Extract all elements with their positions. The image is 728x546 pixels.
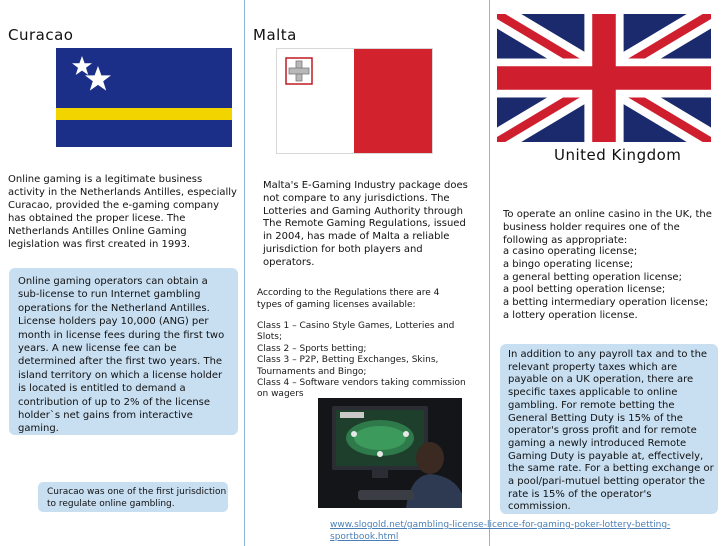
uk-license-item: a bingo operating license; [503, 258, 634, 270]
source-link[interactable]: www.slogold.net/gambling-license-licence-for-gaming-poker-lottery-betting-sportbook.html [330, 520, 671, 542]
divider-right [489, 0, 490, 546]
malta-class-item: Class 2 – Sports betting; [257, 343, 367, 354]
uk-license-item: a lottery operation license. [503, 309, 638, 321]
uk-flag [497, 14, 711, 142]
malta-class-list [257, 321, 467, 401]
uk-license-item: a betting intermediary operation license; [503, 297, 709, 309]
uk-title: United Kingdom [554, 146, 682, 164]
curacao-note: Curacao was one of the first jurisdiction to regulate online gambling. [47, 487, 227, 509]
divider-left [244, 0, 245, 546]
malta-class-item: Class 1 – Casino Style Games, Lotteries and Slots; [257, 321, 455, 343]
curacao-intro: Online gaming is a legitimate business activity in the Netherlands Antilles, especially Curacao, provided the e-gaming company has obtained the proper licese. The Netherlands Antilles Online Gaming legislation was first created in 1993. [8, 174, 237, 250]
malta-class-item: Class 4 – Software vendors taking commission on wagers [257, 378, 466, 400]
george-cross-icon [285, 57, 313, 85]
union-jack-icon [497, 14, 711, 142]
malta-intro: Malta's E-Gaming Industry package does not compare to any jurisdictions. The Lotteries and Gaming Authority through The Remote Gaming Regulations, issued in 2004, has made of Malta a reliable jurisdiction for both players and operators. [263, 180, 468, 268]
poker-player-icon [318, 398, 462, 508]
stars-icon [62, 52, 122, 96]
uk-license-item: a general betting operation license; [503, 271, 682, 283]
poker-player-photo [318, 398, 462, 508]
uk-license-item: a pool betting operation license; [503, 284, 666, 296]
malta-regs-intro: According to the Regulations there are 4 types of gaming licenses available: [257, 288, 440, 310]
curacao-box-text: Online gaming operators can obtain a sub-license to run Internet gambling operations for the Netherland Antilles. License holders pay 10,000 (ANG) per month in license fees during the first two years. A new license fee can be determined after the first two years. The island territory on which a license holder is located is entitled to demand a contribution of up to 2% of the license holder`s net gains from interactive gaming. [18, 276, 225, 435]
curacao-title: Curacao [8, 26, 74, 44]
malta-flag [276, 48, 433, 154]
uk-license-item: a casino operating license; [503, 246, 638, 257]
malta-class-item: Class 3 – P2P, Betting Exchanges, Skins, Tournaments and Bingo; [257, 355, 439, 377]
uk-box-text: In addition to any payroll tax and to the relevant property taxes which are payable on a UK operation, there are specific taxes applicable to online gambling. For remote betting the General Betting Duty is 15% of the operator's gross profit and for remote gaming a newly introduced Remote Gaming Duty is payable at, effectively, the same rate. For a betting exchange or a pool/pari-mutuel betting operator the rate is 15% of the operator's commission. [508, 349, 714, 513]
uk-license-list [503, 246, 717, 323]
uk-intro: To operate an online casino in the UK, the business holder requires one of the following as appropriate: [503, 209, 712, 246]
malta-title: Malta [253, 26, 297, 44]
curacao-flag [56, 48, 232, 147]
